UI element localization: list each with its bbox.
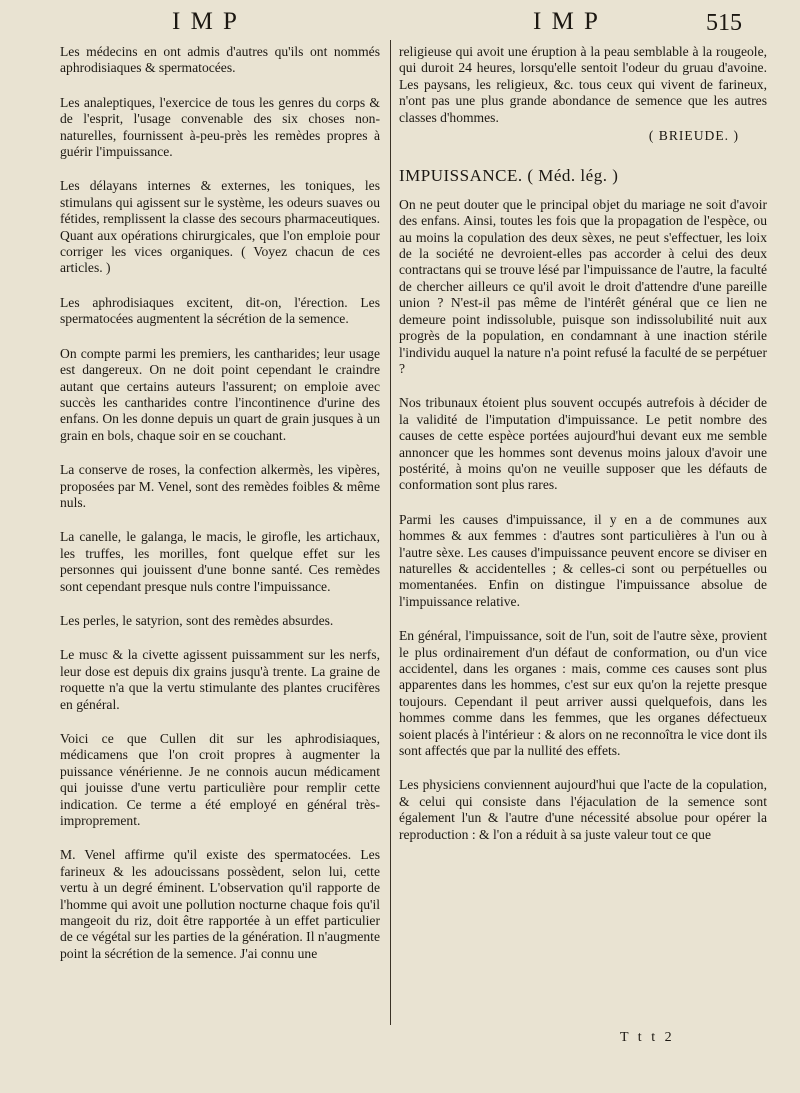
paragraph: Le musc & la civette agissent puissamment sur les nerfs, leur dose est depuis dix grains jusqu'à trente. La graine de roquette n'a que la vertu stimulante des plantes crucifères en général. — [60, 647, 380, 712]
paragraph: Les délayans internes & externes, les toniques, les stimulans qui agissent sur le système, les odeurs suaves ou fétides, remplissent la classe des secours pharmaceutiques. Quant aux opérations chirurgicales, que l'on emploie pour corriger les vices organiques. ( Voyez chacun de ces articles. ) — [60, 178, 380, 276]
running-head-right: I M P — [533, 8, 600, 35]
paragraph: Les médecins en ont admis d'autres qu'ils ont nommés aphrodisiaques & spermatocées. — [60, 44, 380, 76]
paragraph: On compte parmi les premiers, les cantharides; leur usage est dangereux. On ne doit point cependant le craindre autant que certains auteurs l'assurent; on emploie avec succès les cantharides contre l'incontinence d'urine des enfans. On les donne depuis un quart de grain jusques à un grain en bols, chaque soir en se couchant. — [60, 345, 380, 443]
paragraph: Les aphrodisiaques excitent, dit-on, l'érection. Les spermatocées augmentent la sécrétion de la semence. — [60, 294, 380, 327]
author-attribution: ( BRIEUDE. ) — [648, 128, 739, 144]
paragraph: Voici ce que Cullen dit sur les aphrodisiaques, médicamens que l'on croit propres à augmenter la puissance vénérienne. Je ne connois aucun médicament qui jouisse d'une vertu particulière pour remplir cette indication. Ce terme a été employé en général très-improprement. — [60, 731, 380, 829]
entry-title: IMPUISSANCE. ( Méd. lég. ) — [399, 166, 619, 186]
page-number: 515 — [706, 10, 742, 36]
paragraph: Les perles, le satyrion, sont des remèdes absurdes. — [60, 612, 334, 628]
paragraph: En général, l'impuissance, soit de l'un, soit de l'autre sèxe, provient le plus ordinairement d'un défaut de conformation, ou d'un vice accidentel, dans les organes : mais, comme ces causes sont plus apparentes dans les hommes, c'est sur eux qu'on la rejette presque toujours. Cependant il peut arriver aussi quelquefois, dans les hommes comme dans les femmes, que les organes défectueux soient placés à l'intérieur : & alors on ne reconnoîtra le vice dont ils sont affectés que par la nullité des effets. — [399, 628, 767, 759]
running-head-left: I M P — [172, 8, 239, 35]
paragraph: Nos tribunaux étoient plus souvent occupés autrefois à décider de la validité de l'imputation d'impuissance. Le petit nombre des causes de cette espèce portées aujourd'hui devant eux me semble annoncer que les hommes sont devenus moins jaloux d'avoir une postérité, à moins qu'on ne veuille supposer que les défauts de conformation sont plus rares. — [399, 395, 767, 493]
left-column — [60, 44, 380, 980]
paragraph-continuation: religieuse qui avoit une éruption à la peau semblable à la rougeole, qui duroit 24 heures, lorsqu'elle sentoit l'odeur du gruau d'avoine. Les paysans, les religieux, &c. tous ceux qui vivent de farineux, n'ont pas une plus grande abondance de semence que les autres classes d'hommes. — [399, 44, 767, 125]
signature-mark: T t t 2 — [620, 1030, 675, 1045]
paragraph: M. Venel affirme qu'il existe des spermatocées. Les farineux & les adoucissans possèdent, selon lui, cette vertu à un degré éminent. L'observation qu'il rapporte de l'homme qui avoit une pollution nocturne chaque fois qu'il mangeoit du riz, doit être rapportée à un effet particulier de ce végétal sur les parties de la génération. Il n'augmente point la sécrétion de la semence. J'ai connu une — [60, 847, 380, 961]
paragraph: Les physiciens conviennent aujourd'hui que l'acte de la copulation, & celui qui consiste dans l'éjaculation de la semence sont également l'un & l'autre d'une nécessité absolue pour opérer la reproduction : & l'on a réduit à sa juste valeur tout ce que — [399, 777, 767, 842]
right-column — [399, 44, 767, 861]
paragraph: La canelle, le galanga, le macis, le girofle, les artichaux, les truffes, les morilles, font quelque effet sur les personnes qui jouissent d'une bonne santé. Ces remèdes sont cependant presque nuls contre l'impuissance. — [60, 529, 380, 594]
column-divider — [390, 40, 391, 1025]
paragraph: La conserve de roses, la confection alkermès, les vipères, proposées par M. Venel, sont des remèdes foibles & même nuls. — [60, 462, 380, 510]
paragraph: Parmi les causes d'impuissance, il y en a de communes aux hommes & aux femmes : d'autres sont particulières à l'un ou à l'autre sèxe. Les causes d'impuissance peuvent encore se diviser en naturelles & accidentelles ; & celles-ci sont ou perpétuelles ou momentanées. Enfin on distingue l'impuissance absolue de l'impuissance relative. — [399, 511, 767, 609]
paragraph: On ne peut douter que le principal objet du mariage ne soit d'avoir des enfans. Ainsi, toutes les fois que la propagation de l'espèce, ou au moins la copulation des deux sèxes, ne peut s'effectuer, les loix de la société ne devroient-elles pas accorder à celui des deux contractans qui se trouve lésé par l'impuissance de l'autre, la faculté de chercher ailleurs ce qu'il avoit le droit d'attendre d'une pareille union ? N'est-il pas même de l'intérêt général que ce lien ne demeure point indissoluble, puisque son indissolubilité nuit aux progrès de la population, en condamnant à une inaction stérile l'individu auquel la nature n'a point refusé la faculté de se perpétuer ? — [399, 196, 767, 376]
paragraph: Les analeptiques, l'exercice de tous les genres du corps & de l'esprit, l'usage convenable des six choses non-naturelles, fournissent à-peu-près les remèdes propres à guérir l'impuissance. — [60, 94, 380, 160]
